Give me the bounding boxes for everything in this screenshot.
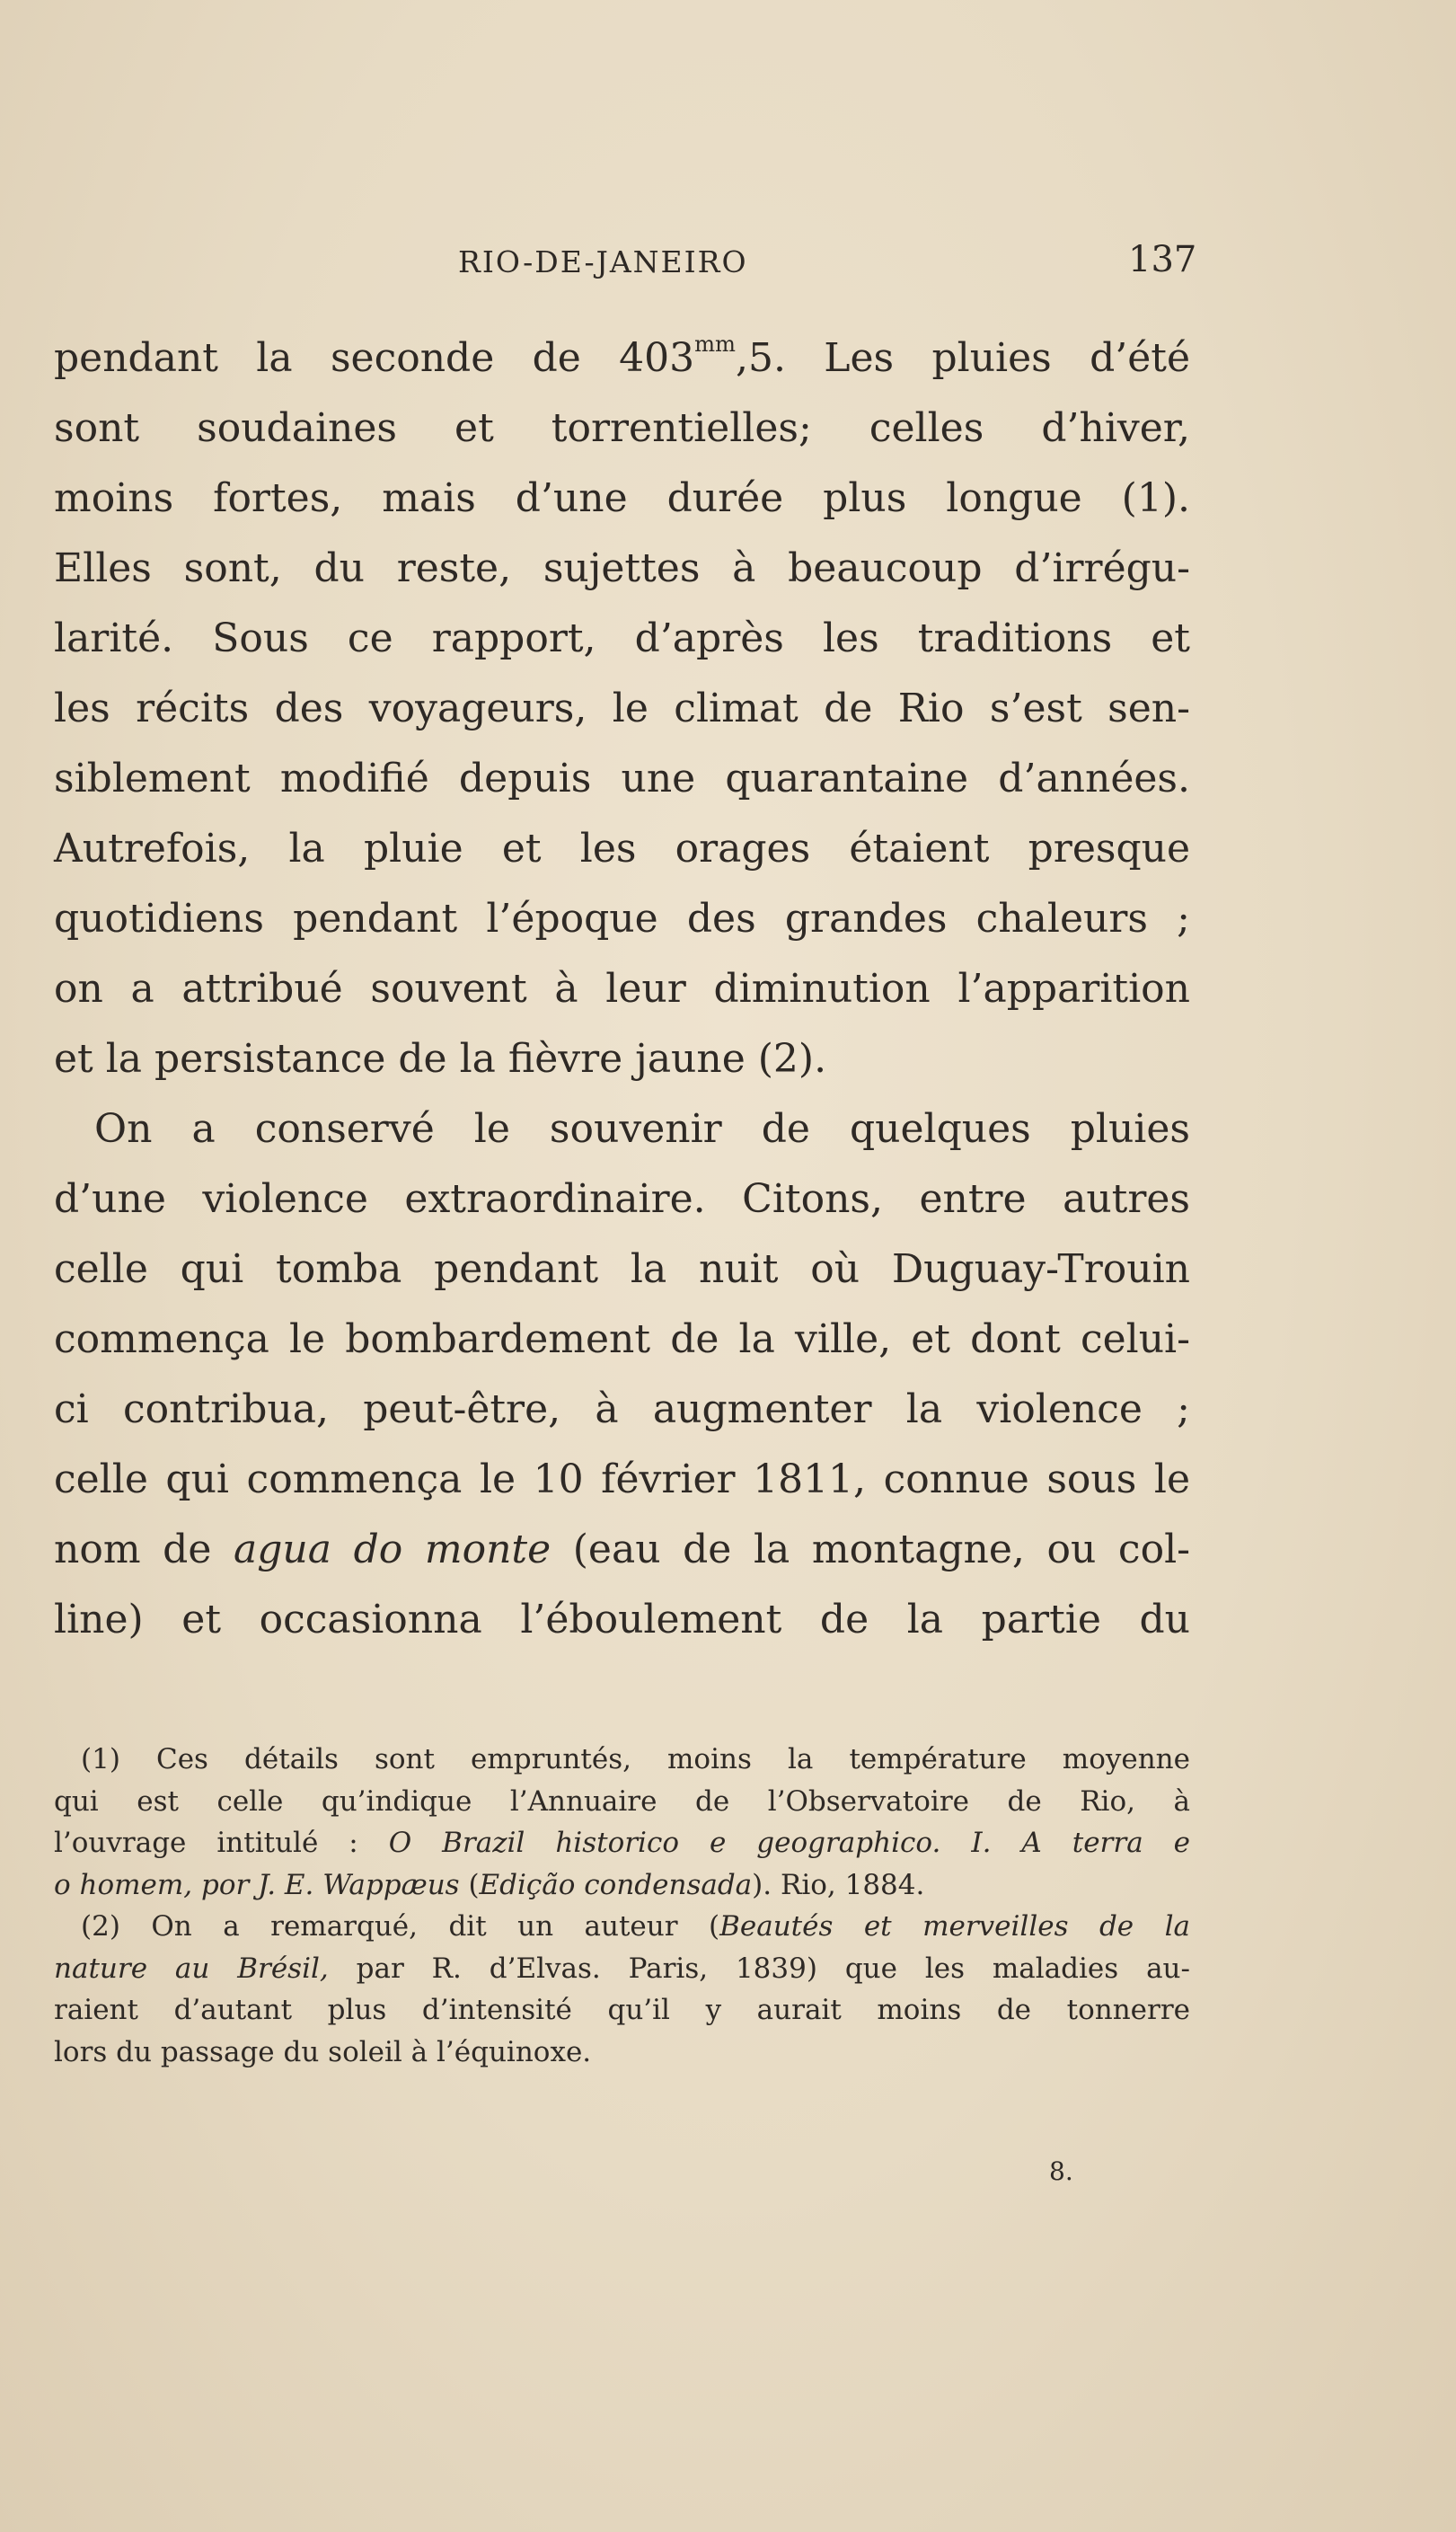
- footnote-line: (2) On a remarqué, dit un auteur (Beautés et merveilles de la: [81, 1910, 1190, 1943]
- text-line: moins fortes, mais d’une durée plus longue (1).: [54, 475, 1190, 521]
- footnote-line: l’ouvrage intitulé : O Brazil historico e geographico. I. A terra e: [54, 1827, 1191, 1859]
- footnote-line: (1) Ces détails sont empruntés, moins la température moyenne: [81, 1743, 1190, 1775]
- footnote-line: nature au Brésil, par R. d’Elvas. Paris, 1839) que les maladies au-: [54, 1952, 1190, 1985]
- text-line: celle qui commença le 10 février 1811, connue sous le: [54, 1456, 1190, 1502]
- page-number: 137: [1128, 239, 1197, 280]
- text-line: On a conservé le souvenir de quelques pluies: [94, 1106, 1190, 1152]
- footnotes: [54, 1739, 1190, 2073]
- text-line: celle qui tomba pendant la nuit où Duguay-Trouin: [54, 1246, 1190, 1292]
- text-line: Elles sont, du reste, sujettes à beaucoup d’irrégu-: [54, 545, 1190, 591]
- signature-mark: 8.: [1049, 2156, 1073, 2186]
- footnote-line: lors du passage du soleil à l’équinoxe.: [54, 2035, 592, 2068]
- text-line: nom de agua do monte (eau de la montagne, ou col-: [54, 1527, 1191, 1572]
- text-line: larité. Sous ce rapport, d’après les traditions et: [54, 615, 1190, 661]
- text-line: quotidiens pendant l’époque des grandes chaleurs ;: [54, 896, 1190, 942]
- text-line: siblement modifié depuis une quarantaine d’années.: [54, 756, 1190, 801]
- footnote-line: qui est celle qu’indique l’Annuaire de l’Observatoire de Rio, à: [54, 1784, 1190, 1818]
- footnote-line: raient d’autant plus d’intensité qu’il y aurait moins de tonnerre: [54, 1994, 1190, 2026]
- text-line: line) et occasionna l’éboulement de la partie du: [54, 1597, 1190, 1642]
- text-line: et la persistance de la fièvre jaune (2).: [54, 1036, 827, 1082]
- running-title: RIO-DE-JANEIRO: [458, 244, 748, 279]
- text-line: les récits des voyageurs, le climat de Rio s’est sen-: [54, 686, 1190, 731]
- main-text: [54, 323, 1190, 1655]
- text-line: commença le bombardement de la ville, et dont celui-: [54, 1316, 1190, 1362]
- text-line: Autrefois, la pluie et les orages étaient presque: [54, 826, 1190, 872]
- text-line: sont soudaines et torrentielles; celles d’hiver,: [54, 405, 1190, 451]
- text-line: pendant la seconde de $403^{mm},5$. Les pluies d’été: [54, 332, 1190, 381]
- text-line: ci contribua, peut-être, à augmenter la violence ;: [54, 1386, 1190, 1432]
- text-line: d’une violence extraordinaire. Citons, entre autres: [54, 1176, 1190, 1222]
- running-head: [0, 235, 1456, 289]
- footnote-line: o homem, por J. E. Wappæus (Edição condensada). Rio, 1884.: [54, 1868, 925, 1901]
- text-line: on a attribué souvent à leur diminution l’apparition: [54, 966, 1190, 1012]
